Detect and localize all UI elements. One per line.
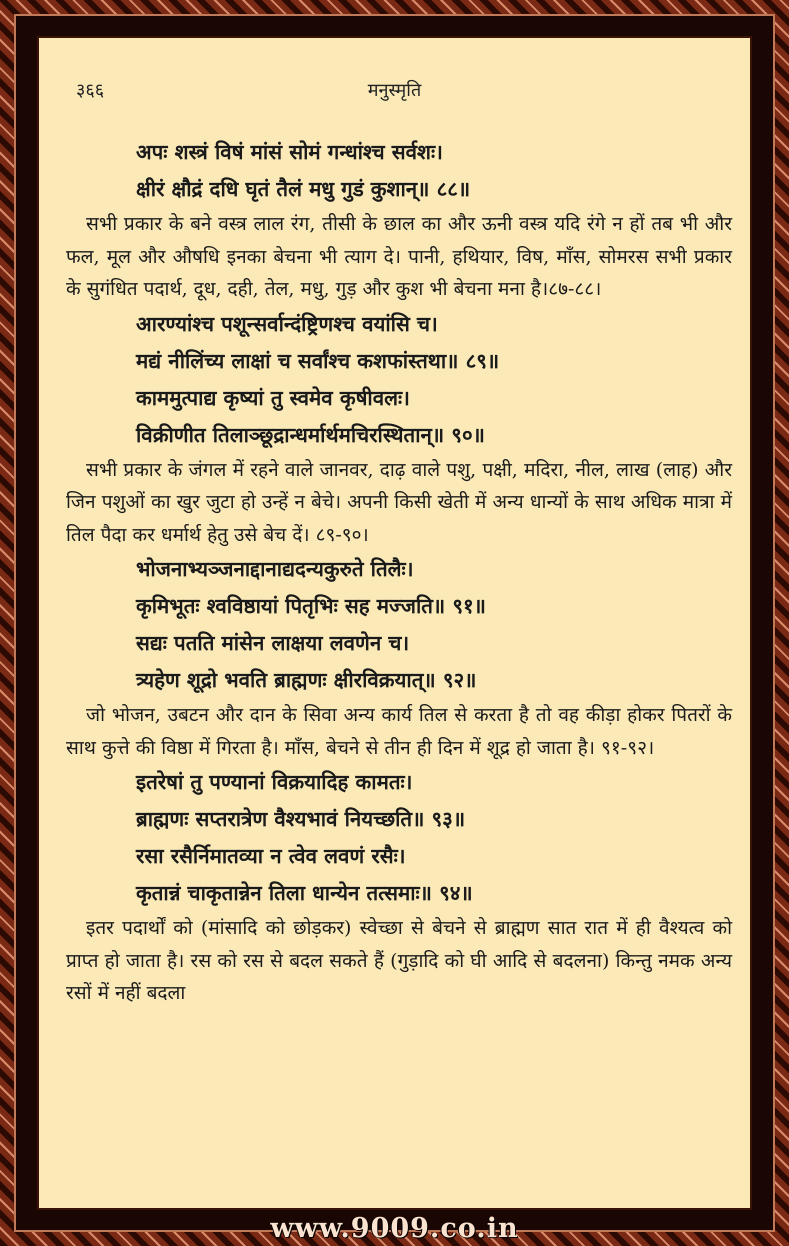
watermark-bar bbox=[0, 1212, 789, 1246]
verse-line: इतरेषां तु पण्यानां विक्रयादिह कामतः। bbox=[136, 770, 413, 794]
translation-87-88: सभी प्रकार के बने वस्त्र लाल रंग, तीसी के छाल का और ऊनी वस्त्र यदि रंगे न हों तब भी और फल, मूल और औषधि इनका बेचना भी त्याग दे। पानी, हथियार, विष, माँस, सोमरस सभी प्रकार के सुगंधित पदार्थ, दूध, दही, तेल, मधु, गुड़ और कुश भी बेचना मना है।८७-८८। bbox=[66, 213, 732, 300]
running-title: मनुस्मृति bbox=[367, 80, 422, 101]
verse-block-93-94 bbox=[66, 764, 732, 912]
site-watermark: www.9009.co.in bbox=[270, 1213, 519, 1244]
verse-line: कृतान्नं चाकृतान्नेन तिला धान्येन तत्समाः॥ ९४॥ bbox=[136, 881, 473, 905]
translation-89-90: सभी प्रकार के जंगल में रहने वाले जानवर, दाढ़ वाले पशु, पक्षी, मदिरा, नील, लाख (लाह) और जिन पशुओं का खुर जुटा हो उन्हें न बेचे। अपनी किसी खेती में अन्य धान्यों के साथ अधिक मात्रा में तिल पैदा कर धर्मार्थ हेतु उसे बेच दें। ८९-९०। bbox=[66, 458, 732, 546]
verse-block-88 bbox=[66, 134, 732, 208]
verse-block-89-90 bbox=[66, 306, 732, 454]
verse-line: काममुत्पाद्य कृष्यां तु स्वमेव कृषीवलः। bbox=[136, 385, 410, 410]
book-page bbox=[37, 36, 752, 1210]
verse-line: सद्यः पतति मांसेन लाक्षया लवणेन च। bbox=[136, 631, 410, 655]
page-number: ३६६ bbox=[76, 80, 105, 101]
verse-line: विक्रीणीत तिलाञ्छूद्रान्धर्मार्थमचिरस्थितान्॥ ९०॥ bbox=[136, 422, 485, 447]
verse-line: रसा रसैर्निमातव्या न त्वेव लवणं रसैः। bbox=[136, 844, 406, 868]
translation-91-92: जो भोजन, उबटन और दान के सिवा अन्य कार्य तिल से करता है तो वह कीड़ा होकर पितरों के साथ कुत्ते की विष्ठा में गिरता है। माँस, बेचने से तीन ही दिन में शूद्र हो जाता है। ९१-९२। bbox=[66, 704, 732, 759]
verse-line: मद्यं नीलिंच्य लाक्षां च सर्वांश्च कशफांस्तथा॥ ८९॥ bbox=[136, 348, 500, 373]
page-header bbox=[39, 78, 750, 108]
translation-93-94: इतर पदार्थों को (मांसादि को छोड़कर) स्वेच्छा से बेचने से ब्राह्मण सात रात में ही वैश्यत्व को प्राप्त हो जाता है। रस को रस से बदल सकते हैं (गुड़ादि को घी आदि से बदलना) किन्तु नमक अन्य रसों में नहीं बदला bbox=[66, 917, 732, 1004]
verse-line: क्षीरं क्षौद्रं दधि घृतं तैलं मधु गुडं कुशान्॥ ८८॥ bbox=[136, 177, 471, 201]
verse-line: कृमिभूतः श्वविष्ठायां पितृभिः सह मज्जति॥ ९१॥ bbox=[136, 594, 486, 618]
verse-line: आरण्यांश्च पशून्सर्वान्दंष्ट्रिणश्च वयांसि च। bbox=[136, 311, 438, 336]
verse-block-91-92 bbox=[66, 551, 732, 699]
verse-line: त्र्यहेण शूद्रो भवति ब्राह्मणः क्षीरविक्रयात्॥ ९२॥ bbox=[136, 668, 477, 692]
verse-line: अपः शस्त्रं विषं मांसं सोमं गन्धांश्च सर्वशः। bbox=[136, 140, 443, 164]
verse-line: ब्राह्मणः सप्तरात्रेण वैश्यभावं नियच्छति॥ ९३॥ bbox=[136, 807, 466, 831]
verse-line: भोजनाभ्यञ्जनाद्दानाद्यदन्यकुरुते तिलैः। bbox=[136, 557, 414, 581]
page-body bbox=[66, 134, 732, 1010]
